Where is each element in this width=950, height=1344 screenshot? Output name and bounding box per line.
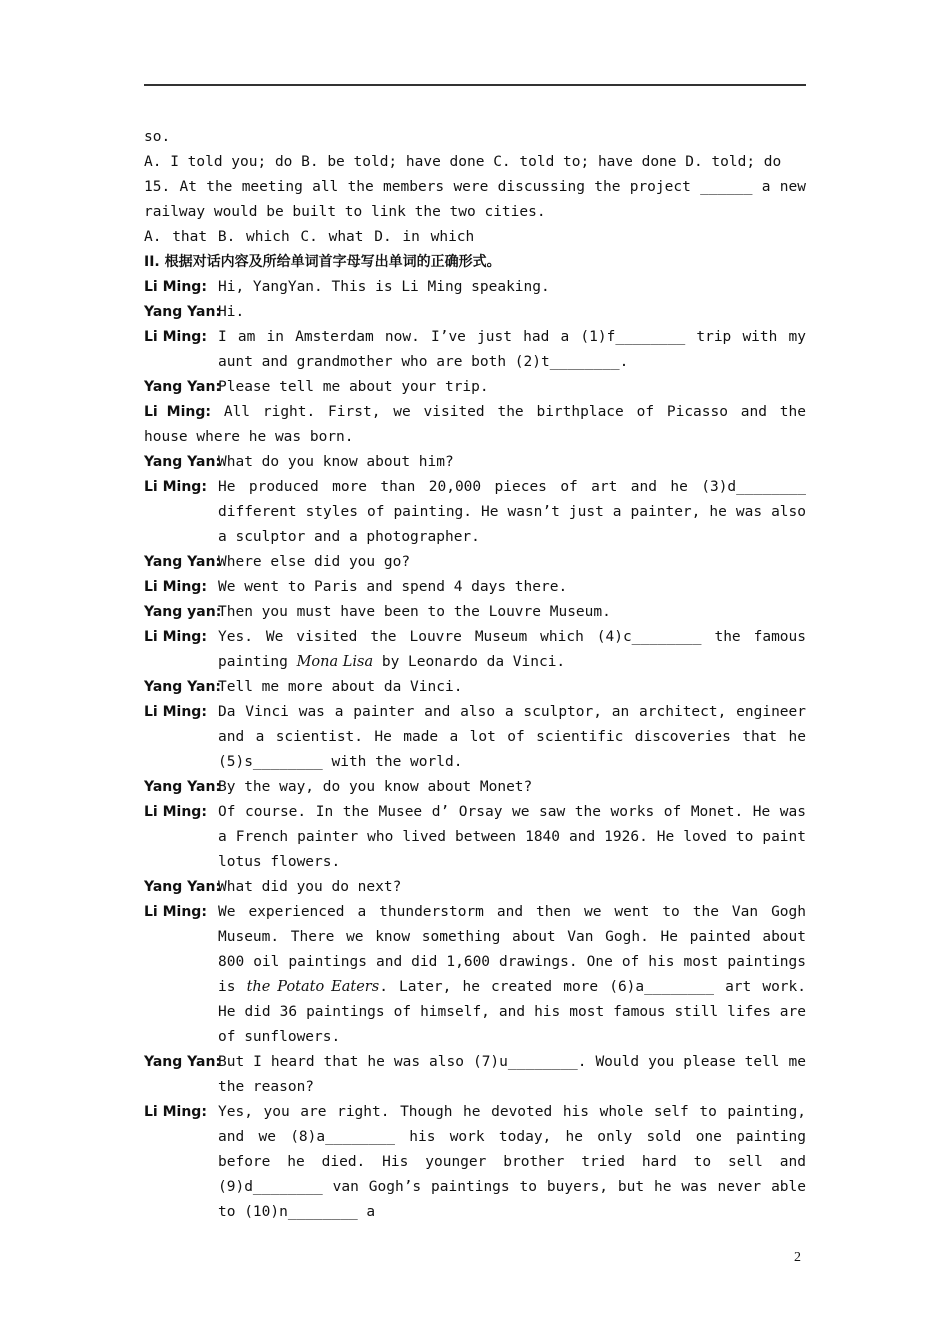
utterance: Hi, YangYan. This is Li Ming speaking. [218, 279, 550, 295]
utterance: Then you must have been to the Louvre Museum. [218, 604, 611, 620]
dialogue-turn [144, 1050, 806, 1100]
speaker: Li Ming: [144, 479, 207, 495]
speaker: Li Ming: [144, 279, 207, 295]
dialogue-turn [144, 675, 806, 700]
dialogue-turn [144, 700, 806, 775]
dialogue-turn [144, 575, 806, 600]
speaker: Yang Yan: [144, 379, 222, 395]
utterance: Yes. We visited the Louvre Museum which (4)c________ the famous painting Mona Lisa by Leonardo da Vinci. [218, 629, 806, 670]
utterance: Please tell me about your trip. [218, 379, 489, 395]
utterance: I am in Amsterdam now. I’ve just had a (1)f________ trip with my aunt and grandmother who are both (2)t________. [218, 329, 806, 370]
dialogue-turn [144, 550, 806, 575]
dialogue-turn [144, 900, 806, 1050]
dialogue-turn [144, 400, 806, 450]
q14-tail: so. [144, 129, 171, 145]
dialogue-turn [144, 775, 806, 800]
speaker: Yang Yan: [144, 554, 222, 570]
speaker: Li Ming: [144, 904, 207, 920]
speaker: Yang Yan: [144, 304, 222, 320]
page-number: 2 [794, 1250, 801, 1265]
speaker: Li Ming: [144, 579, 207, 595]
utterance: Yes, you are right. Though he devoted his whole self to painting, and we (8)a________ his work today, he only sold one painting before he died. His younger brother tried hard to sell and (9)d________ van Gogh’s paintings to buyers, but he was never able to (10)n________ a [218, 1104, 806, 1220]
utterance: By the way, do you know about Monet? [218, 779, 533, 795]
utterance: Of course. In the Musee d’ Orsay we saw the works of Monet. He was a French painter who lived between 1840 and 1926. He loved to paint lotus flowers. [218, 804, 806, 870]
speaker: Li Ming: [144, 804, 207, 820]
speaker: Li Ming: [144, 1104, 207, 1120]
utterance: Where else did you go? [218, 554, 411, 570]
dialogue-turn [144, 600, 806, 625]
utterance: Tell me more about da Vinci. [218, 679, 463, 695]
dialogue-turn [144, 375, 806, 400]
utterance: What do you know about him? [218, 454, 454, 470]
utterance: But I heard that he was also (7)u________. Would you please tell me the reason? [218, 1054, 806, 1095]
speaker: Yang Yan: [144, 679, 222, 695]
header-rule [144, 84, 806, 86]
speaker: Li Ming: [144, 329, 207, 345]
utterance: We went to Paris and spend 4 days there. [218, 579, 568, 595]
q14-options: A. I told you; do B. be told; have done C. told to; have done D. told; do [144, 154, 782, 170]
artwork-title: the Potato Eaters [246, 979, 380, 995]
utterance: All right. First, we visited the birthplace of Picasso and the house where he was born. [144, 404, 806, 445]
speaker: Yang Yan: [144, 1054, 222, 1070]
page-content [144, 125, 806, 1225]
dialogue-turn [144, 450, 806, 475]
utterance: We experienced a thunderstorm and then we went to the Van Gogh Museum. There we know something about Van Gogh. He painted about 800 oil paintings and did 1,600 drawings. One of his most paintings is the Potato Eaters. Later, he created more (6)a________ art work. He did 36 paintings of himself, and his most famous still lifes are of sunflowers. [218, 904, 806, 1045]
speaker: Yang Yan: [144, 454, 222, 470]
speaker: Li Ming: [144, 704, 207, 720]
dialogue-turn [144, 800, 806, 875]
utterance: What did you do next? [218, 879, 402, 895]
dialogue [144, 275, 806, 1225]
dialogue-turn [144, 300, 806, 325]
q15-stem: 15. At the meeting all the members were discussing the project ______ a new railway would be built to link the two cities. [144, 179, 806, 220]
artwork-title: Mona Lisa [296, 654, 374, 670]
utterance: Hi. [218, 304, 245, 320]
q15-options: A. that B. which C. what D. in which [144, 229, 475, 245]
dialogue-turn [144, 275, 806, 300]
dialogue-turn [144, 625, 806, 675]
speaker: Yang Yan: [144, 779, 222, 795]
dialogue-turn [144, 875, 806, 900]
utterance: Da Vinci was a painter and also a sculptor, an architect, engineer and a scientist. He made a lot of scientific discoveries that he (5)s________ with the world. [218, 704, 806, 770]
dialogue-turn [144, 475, 806, 550]
section-heading: II. 根据对话内容及所给单词首字母写出单词的正确形式。 [144, 254, 501, 270]
dialogue-turn [144, 1100, 806, 1225]
speaker: Li Ming: [144, 404, 212, 420]
speaker: Yang yan: [144, 604, 222, 620]
dialogue-turn [144, 325, 806, 375]
speaker: Yang Yan: [144, 879, 222, 895]
utterance: He produced more than 20,000 pieces of art and he (3)d________ different styles of painting. He wasn’t just a painter, he was also a sculptor and a photographer. [218, 479, 806, 545]
speaker: Li Ming: [144, 629, 207, 645]
